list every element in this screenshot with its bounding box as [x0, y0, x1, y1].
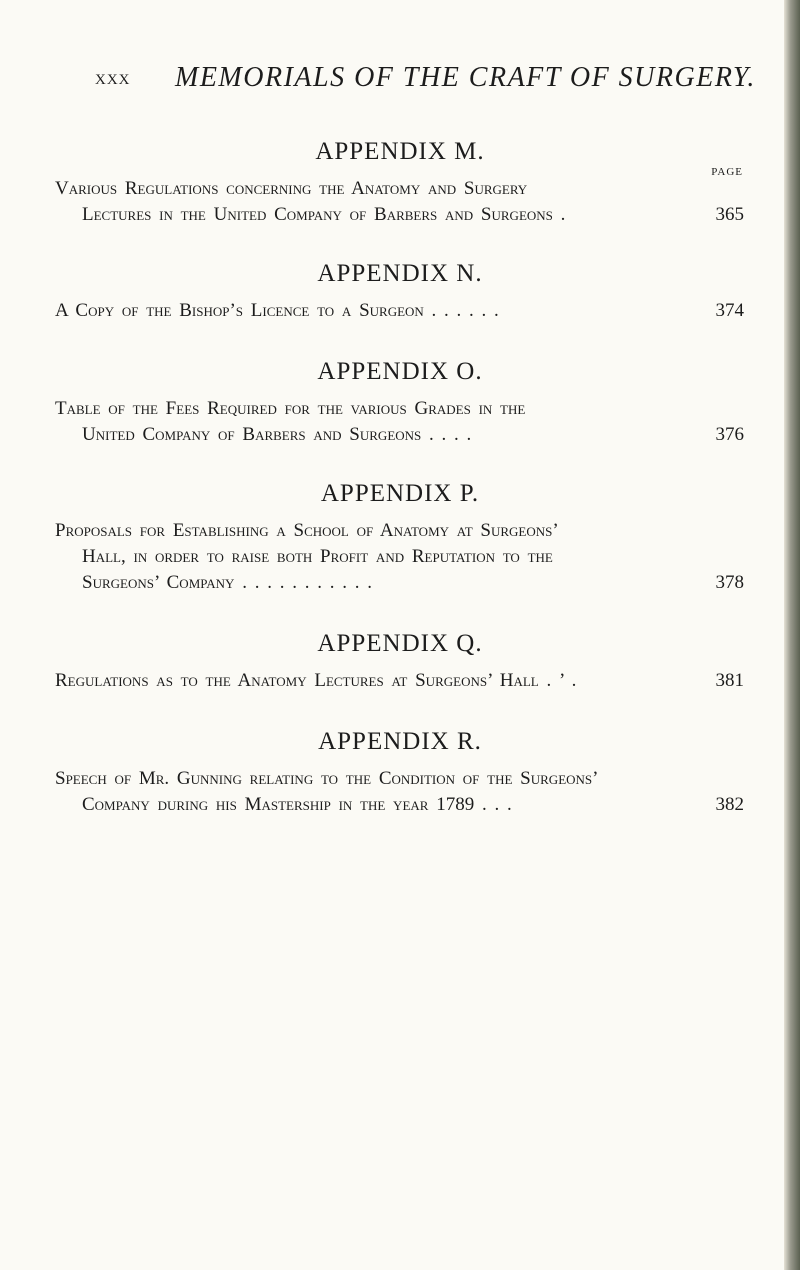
entry-line: A Copy of the Bishop’s Licence to a Surgeon . . . . . .: [55, 300, 499, 321]
page-column-label: PAGE: [711, 166, 743, 178]
entry-line: Various Regulations concerning the Anatomy and Surgery: [55, 178, 528, 199]
entry-line: Lectures in the United Company of Barbers and Surgeons .: [82, 204, 566, 225]
page-number: 378: [715, 572, 744, 593]
entry-line: Surgeons’ Company . . . . . . . . . . .: [82, 572, 372, 593]
appendix-heading: APPENDIX N.: [317, 260, 483, 287]
page-number: 376: [715, 424, 744, 445]
appendix-heading: APPENDIX Q.: [317, 630, 483, 657]
appendix-heading: APPENDIX P.: [320, 480, 480, 507]
running-title: MEMORIALS OF THE CRAFT OF SURGERY.: [175, 62, 756, 93]
running-head: [95, 62, 756, 98]
appendix-heading: APPENDIX O.: [317, 358, 483, 385]
entry-line: United Company of Barbers and Surgeons . . . .: [82, 424, 472, 445]
entry-line: Speech of Mr. Gunning relating to the Condition of the Surgeons’: [55, 768, 599, 789]
page-number: 365: [715, 204, 744, 225]
appendix-heading: APPENDIX R.: [318, 728, 482, 755]
page-number: 381: [715, 670, 744, 691]
page-number: 374: [715, 300, 744, 321]
entry-line: Proposals for Establishing a School of Anatomy at Surgeons’: [55, 520, 559, 541]
page-number: 382: [715, 794, 744, 815]
folio-number: XXX: [95, 72, 131, 88]
entry-line: Regulations as to the Anatomy Lectures at Surgeons’ Hall . ’ .: [55, 670, 577, 691]
entry-line: Hall, in order to raise both Profit and Reputation to the: [82, 546, 553, 567]
appendix-heading: APPENDIX M.: [315, 138, 485, 165]
entry-line: Company during his Mastership in the year 1789 . . .: [82, 794, 512, 815]
entry-line: Table of the Fees Required for the various Grades in the: [55, 398, 526, 419]
